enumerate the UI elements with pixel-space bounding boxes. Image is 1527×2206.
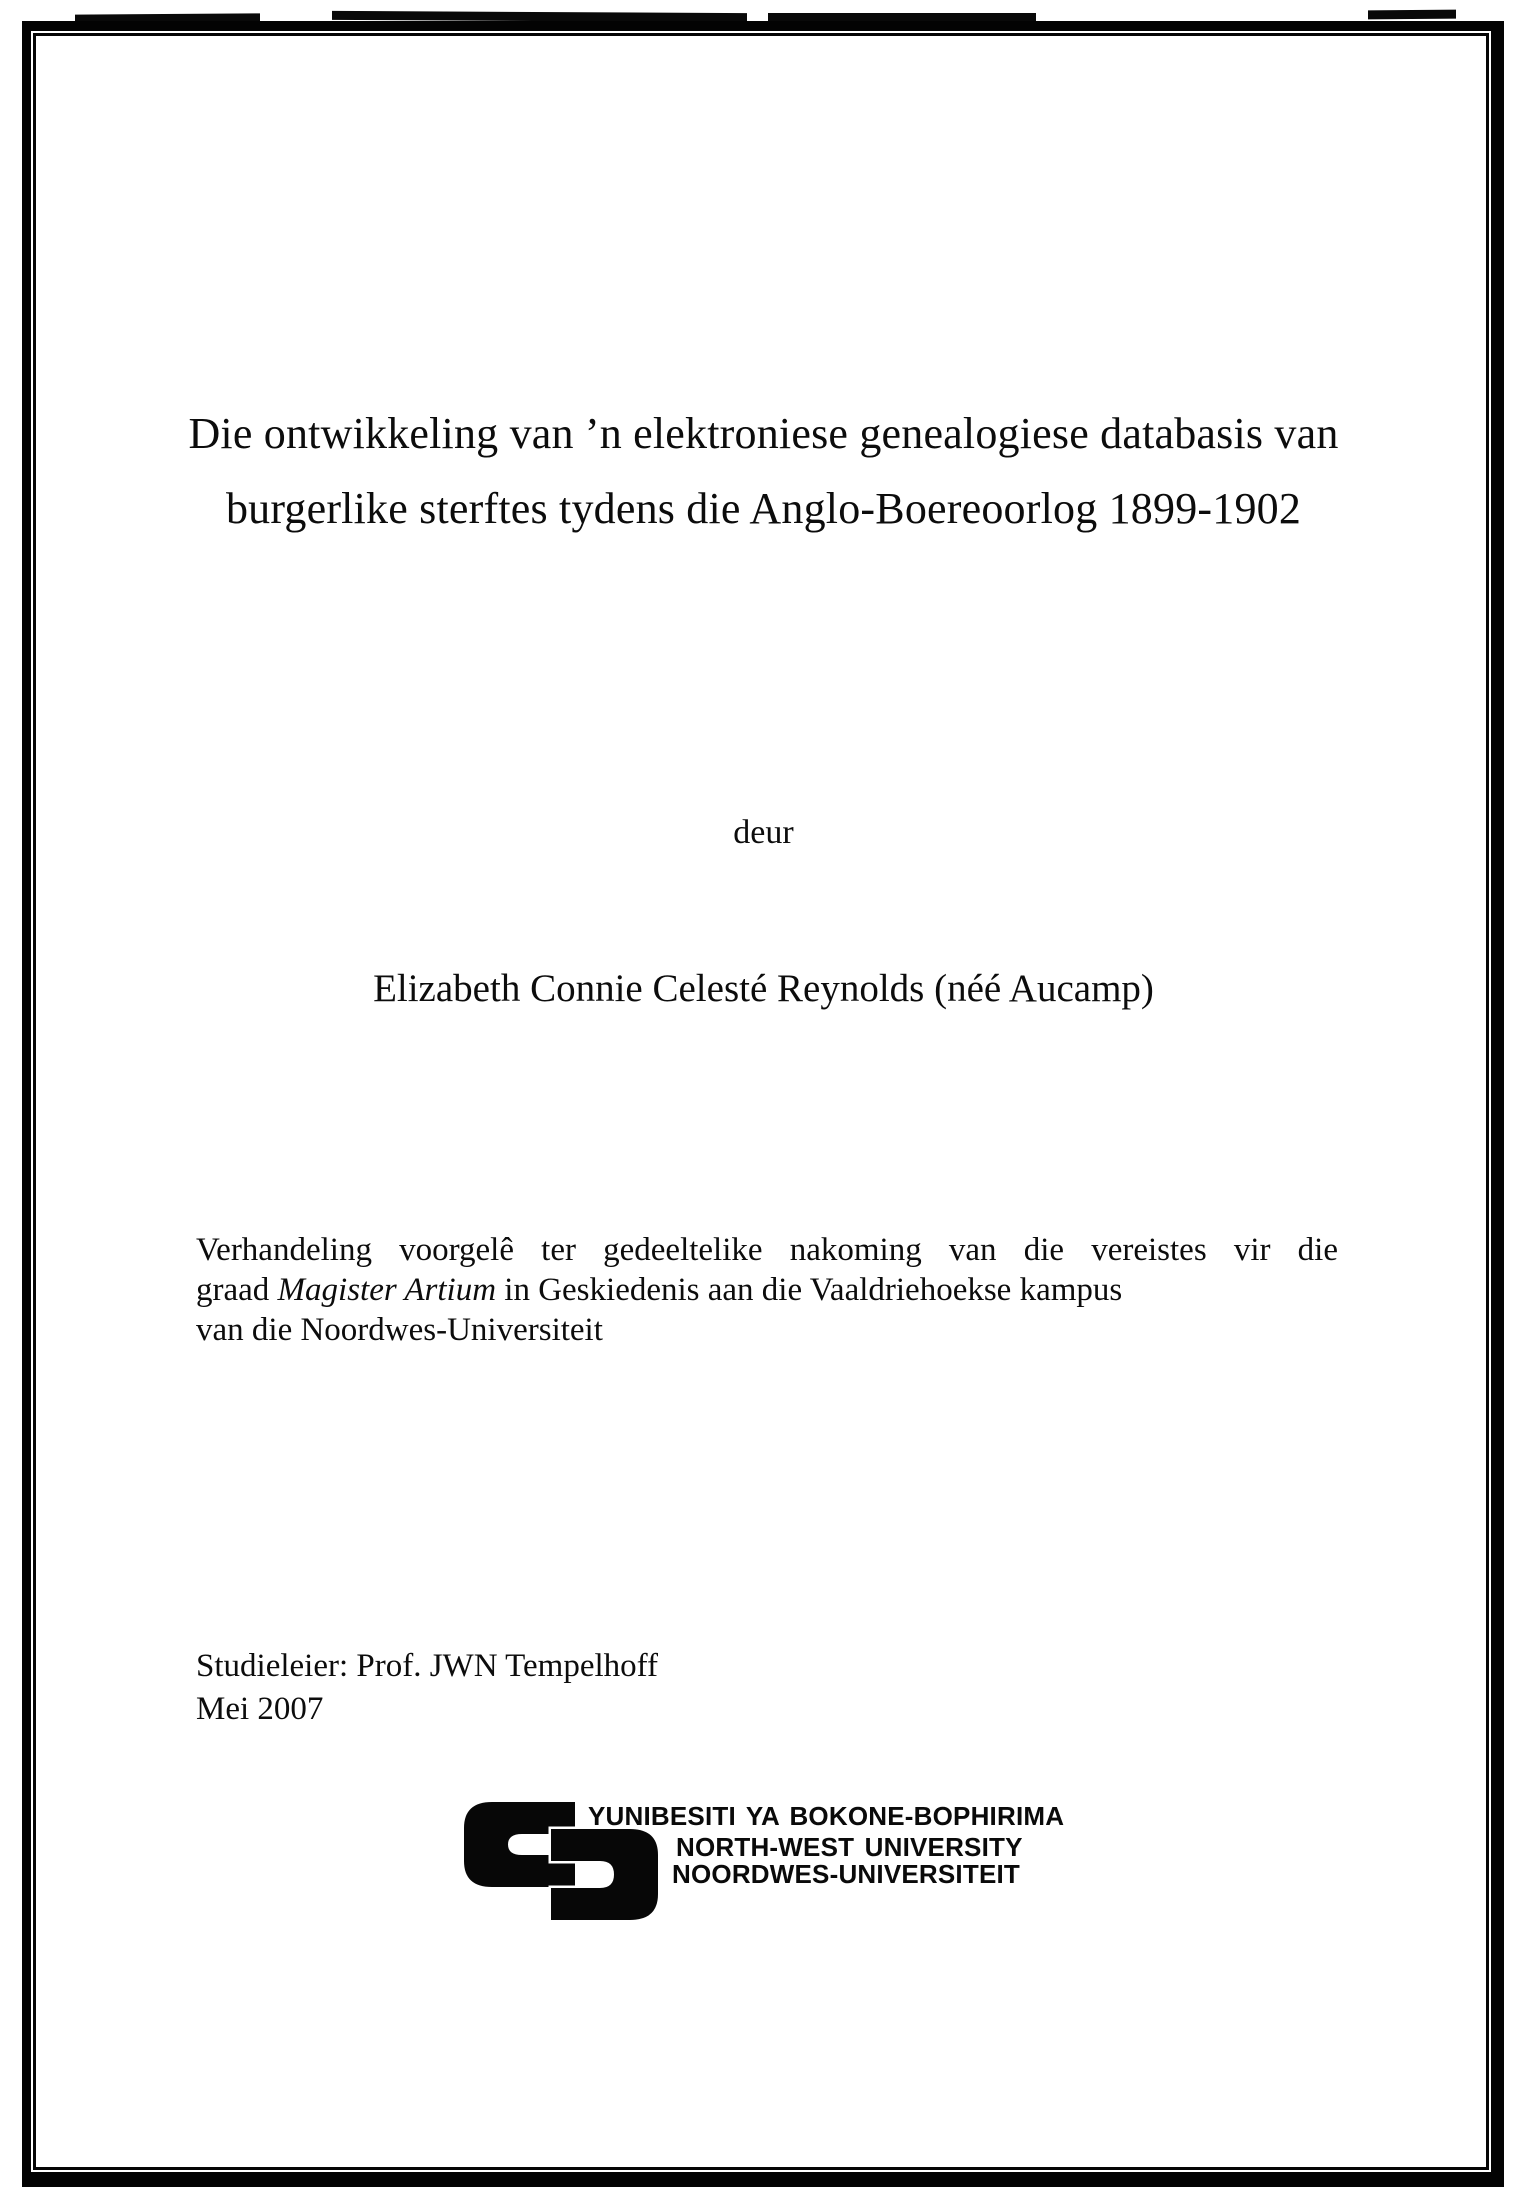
scan-smudge [768, 13, 1036, 21]
thesis-title-line-2: burgerlike sterftes tydens die Anglo-Boereoorlog 1899-1902 [225, 484, 1302, 533]
statement-line-2 [196, 1270, 1338, 1310]
statement-line-2-prefix: graad [196, 1272, 278, 1308]
statement-line-2-suffix: in Geskiedenis aan die Vaaldriehoekse kampus [496, 1272, 1123, 1308]
logo-text-line-2: NORTH-WEST UNIVERSITY [676, 1832, 1023, 1862]
thesis-title-line-1: Die ontwikkeling van ’n elektroniese genealogiese databasis van [188, 409, 1339, 458]
author-name: Elizabeth Connie Celesté Reynolds (néé Aucamp) [373, 967, 1154, 1010]
logo-text-line-1: YUNIBESITI YA BOKONE-BOPHIRIMA [588, 1801, 1065, 1831]
scan-smudge [1368, 10, 1456, 20]
date-line: Mei 2007 [196, 1691, 324, 1727]
submission-statement [196, 1230, 1338, 1350]
byline-label: deur [733, 814, 794, 851]
degree-name: Magister Artium [277, 1272, 497, 1308]
supervisor-line: Studieleier: Prof. JWN Tempelhoff [196, 1648, 659, 1684]
logo-text-line-3: NOORDWES-UNIVERSITEIT [672, 1859, 1020, 1889]
statement-line-1: Verhandeling voorgelê ter gedeeltelike nakoming van die vereistes vir die [196, 1232, 1338, 1268]
statement-line-3: van die Noordwes-Universiteit [196, 1312, 603, 1348]
